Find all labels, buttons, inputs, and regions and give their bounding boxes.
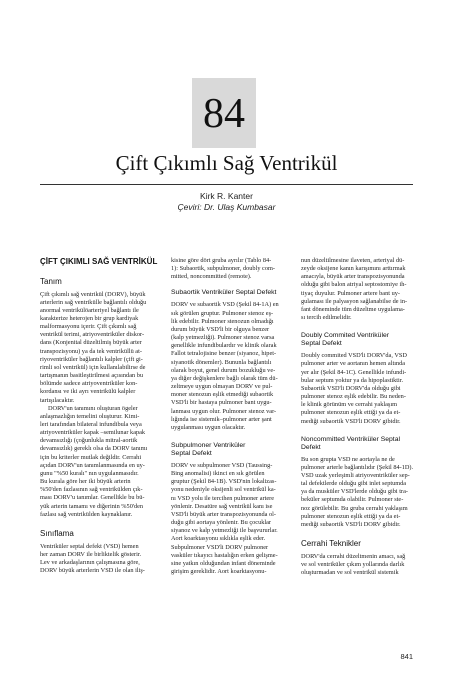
- paragraph: [40, 291, 158, 405]
- text-line: rimli sol ventrikül) için kullanılabilirse de: [40, 363, 146, 371]
- text-line: VSD uzak yerleşimli atriyoventriküler sep-: [301, 471, 410, 479]
- text-line: DORV büyük arterlerin VSD ile olan iliş-: [40, 567, 145, 575]
- text-line: lik edebilir. Pulmoner stenozun olmadığı: [171, 317, 274, 325]
- text-line: anlaşmazlığın temelini oluşturur. Kimi-: [40, 412, 140, 420]
- text-line: pulmoner arterle bağlantılıdır (Şekil 84-1D).: [301, 463, 414, 471]
- text-line: Bing anomalisi) ikinci en sık görülen: [171, 470, 265, 478]
- text-line: anormal ventrikülöarteriyel bağlantı ile: [40, 306, 139, 314]
- text-line: için bu kriterler mutlak değildir. Cerrahi: [40, 453, 142, 461]
- text-line: açıdan DORV'un tanımlanmasında en uy-: [40, 461, 145, 469]
- text-line: ventrikül terimi, atriyoventriküler diskor-: [40, 331, 145, 339]
- subsection-heading-noncommitted-line-2: Defekt: [301, 443, 321, 451]
- title-divider: [40, 184, 413, 185]
- subsection-heading-doubly-line-2: Septal Defekt: [301, 340, 342, 348]
- text-line: dans (Konjenital düzeltilmiş büyük arter: [40, 339, 142, 347]
- text-line: pulmoner stenozun eşlik ettiği ya da et-: [301, 512, 401, 520]
- page-number: 841: [400, 652, 413, 661]
- text-line: zeyde oksijene kanın karışımını arttırmak: [301, 265, 406, 273]
- text-line: DORV ve subpulmoner VSD (Taussing-: [171, 461, 273, 469]
- column-1: [40, 257, 158, 576]
- subsection-heading-subpulmoner-line-2: Septal Defekt: [171, 449, 212, 457]
- text-line: devamsızlık) gereklı olsa da DORV tanımı: [40, 445, 148, 453]
- text-line: atriyoventriküler kapak –semilunar kapak: [40, 429, 146, 437]
- chapter-number: 84: [203, 91, 245, 137]
- paragraph: [171, 257, 289, 281]
- text-line: Doubly commited VSD'li DORV'da, VSD: [301, 352, 407, 360]
- text-line: tal defektlerde olduğu gibi inlet septumda: [301, 480, 407, 488]
- text-line: her zaman DORV ile birliktelik gösterir.: [40, 551, 142, 559]
- text-line: DORV'da cerrahi düzeltmenin amacı, sağ: [301, 553, 406, 561]
- text-line: zeltmeye uygun olmayan DORV ve pul-: [171, 383, 273, 391]
- text-line: yük arterin tamamı ve diğerinin %50'den: [40, 502, 144, 510]
- text-line: fant döneminde tüm düzeltme uygulama-: [301, 305, 405, 313]
- text-line: leri tarafından bilateral infundibula veya: [40, 421, 142, 428]
- subsection-heading-cerrahi: Cerrahi Teknikler: [301, 539, 361, 549]
- column-3: [301, 257, 419, 578]
- column-2: [171, 257, 289, 576]
- text-line: %50'den fazlasının sağ ventrikülden çık-: [40, 486, 143, 494]
- text-line: lanması uygun olur. Pulmoner stenoz var-: [171, 407, 277, 415]
- text-line: olarak boyut, genel durum bozukluğu ve-: [171, 366, 276, 374]
- text-line: fazlası sağ ventrikülden kaynaklanır.: [40, 510, 133, 518]
- text-line: yer alır (Şekil 84-1C). Genellikle infundi-: [301, 368, 407, 376]
- text-line: ya da musküler VSD'lerde olduğu gibi tra-: [301, 488, 408, 496]
- text-line: beküler septumda olabilir. Pulmoner ste-: [301, 496, 404, 504]
- text-line: gruptur (Şekil 84-1B). VSD'nin lokalizas-: [171, 478, 277, 486]
- text-line: bölümde sadece atriyoventriküler kon-: [40, 380, 138, 388]
- text-line: gulaması ile palyasyon sağlanabilse de in-: [301, 297, 408, 305]
- section-heading: ÇİFT ÇIKIMLI SAĞ VENTRİKÜL: [40, 257, 158, 266]
- text-line: VSD'li bir hastaya pulmoner bant uygu-: [171, 399, 272, 407]
- text-line: le klinik görünüm ve cerrahi yaklaşım: [301, 401, 397, 409]
- subsection-heading-doubly: Doubly Commited Ventriküler: [301, 332, 390, 340]
- text-line: arterlerin sağ ventrikülle bağlantılı olduğu: [40, 298, 147, 306]
- text-line: yonu nedeniyle oksijenli sol ventrikül ka-: [171, 486, 276, 494]
- text-line: mitted, noncommitted (remote).: [171, 273, 252, 281]
- text-line: malformasyonu içerir. Çift çıkımlı sağ: [40, 323, 137, 331]
- text-line: noz görülebilir. Bu gruba cerrahi yaklaşım: [301, 504, 408, 512]
- subsection-heading-subaortik: Subaortik Ventriküler Septal Defekt: [171, 289, 277, 297]
- subsection-heading-tanim: Tanım: [40, 276, 62, 286]
- text-line: pulmoner stenoz eşlik edebilir. Bu neden-: [301, 393, 406, 401]
- text-line: kisine göre dört gruba ayrılır (Tablo 84-: [171, 257, 272, 264]
- text-line: tiyaç duyulur. Pulmoner artere bant uy-: [301, 289, 400, 297]
- paragraph: [40, 543, 158, 576]
- text-line: Çift çıkımlı sağ ventrikül (DORV), büyük: [40, 290, 146, 298]
- text-line: VSD'li büyük arter transpozisyonunda ol-: [171, 510, 277, 518]
- text-line: siyanoz ve kalp yetmezliği ile başvururlar.: [171, 527, 278, 535]
- text-line: nı VSD yolu ile tercihen pulmoner artere: [171, 494, 275, 502]
- text-line: karakterize heterojen bir grup kardiyak: [40, 314, 139, 322]
- text-line: moner stenozun eşlik etmediği subaortik: [171, 391, 274, 399]
- text-line: vasküler tıkayıcı hastalığın erken gelişme-: [171, 551, 278, 559]
- text-line: DORV ve subaortik VSD (Şekil 84-1A) en: [171, 301, 279, 309]
- text-line: Subaortik VSD'li DORV'da olduğu gibi: [301, 384, 401, 392]
- text-line: mediği subaortik VSD'li DORV gibidir.: [301, 520, 401, 528]
- text-line: sine yatkın olduğundan infant döneminde: [171, 559, 276, 567]
- text-line: Aort koarktasyonu sıklıkla eşlik eder.: [171, 535, 266, 543]
- text-line: lığında ise sistemik–pulmoner arter şant: [171, 415, 272, 423]
- text-line: olduğu gibi balon atriyal septostomiye ih-: [301, 281, 407, 289]
- text-line: Ventriküler septal defekt (VSD) hemen: [40, 542, 139, 550]
- subsection-heading-siniflama: Sınıflama: [40, 528, 74, 538]
- text-line: pulmoner arter ve aortanın hemen altında: [301, 360, 406, 368]
- text-line: uygulanması uygun olacaktır.: [171, 423, 246, 431]
- text-line: siyanotik dönemler). Bununla bağlantılı: [171, 358, 272, 366]
- text-line: bular septum yoktur ya da hipoplastiktir.: [301, 376, 404, 384]
- text-line: transpozisyonu) ya da tek ventriküllü at-: [40, 347, 142, 355]
- translator: Çeviri: Dr. Ulaş Kumbasar: [177, 202, 276, 212]
- text-line: girişim gereklidir. Aort koarktasyonu-: [171, 568, 267, 575]
- text-line: (kalp yetmezliği). Pulmoner stenoz varsa: [171, 334, 275, 342]
- text-line: 1): Subaortik, subpulmoner, doubly com-: [171, 265, 275, 273]
- text-line: duğu gibi aortaya yönlenir. Bu çocuklar: [171, 519, 272, 527]
- text-line: DORV'un tanımını oluşturan ögeler: [48, 404, 138, 412]
- text-line: kordansı ve iki ayrı ventrikülü kalpler: [40, 388, 136, 396]
- text-line: ve sol ventriküler çıkım yollarında darlık: [301, 561, 405, 569]
- text-line: Fallot tetralojisine benzer (siyanoz, hipet-: [171, 350, 277, 358]
- text-line: gunu "%50 kuralı" nın uygulanmasıdır.: [40, 469, 139, 477]
- text-line: nun düzeltilmesine ilaveten, arteriyal dü-: [301, 257, 405, 264]
- text-line: pulmoner stenozun eşlik ettiği ya da et-: [301, 409, 401, 417]
- subsection-heading-noncommitted: Noncommitted Ventriküler Septal: [301, 435, 400, 443]
- text-line: yönlenir. Desatüre sağ ventrikül kanı ise: [171, 502, 273, 510]
- text-line: tartışılacaktır.: [40, 396, 75, 404]
- text-line: Bu son grupta VSD ne aortayla ne de: [301, 455, 395, 463]
- text-line: devamsızlığı (çoğunlukla mitral-aortik: [40, 437, 138, 445]
- paragraph: [301, 352, 419, 425]
- text-line: genellikle infundibulardır ve klinik olarak: [171, 342, 277, 350]
- text-line: tartışmanın basitleştirilmesi açısından bu: [40, 372, 144, 380]
- text-line: oluşturmadan ve sol ventrikül sistemik: [301, 569, 399, 577]
- text-line: ya diğer değişkenlere bağlı olarak tüm dü-: [171, 374, 278, 382]
- paragraph: [301, 456, 419, 529]
- text-line: amacıyla, büyük arter transpozisyonunda: [301, 273, 405, 281]
- text-line: sı tercih edilmelidir.: [301, 314, 352, 322]
- text-line: ması DORV'u tanımlar. Genellikle bu bü-: [40, 494, 145, 502]
- paragraph: [171, 301, 289, 432]
- text-line: durum büyük VSD'li bir olguya benzer: [171, 325, 270, 333]
- text-line: Subpulmoner VSD'li DORV pulmoner: [171, 543, 269, 551]
- subsection-heading-subpulmoner: Subpulmoner Ventriküler: [171, 441, 246, 449]
- paragraph: [301, 553, 419, 577]
- paragraph: [171, 462, 289, 576]
- text-line: riyoventriküler bağlantılı kalpler (çift gi-: [40, 355, 143, 363]
- text-line: mediği subaortik VSD'li DORV gibidir.: [301, 417, 401, 425]
- text-line: Lev ve arkadaşlarının çalışmasına göre,: [40, 559, 140, 567]
- paragraph: [40, 405, 158, 519]
- paragraph: [301, 257, 419, 322]
- chapter-title: Çift Çıkımlı Sağ Ventrikül: [115, 151, 338, 175]
- text-line: sık görülen gruptur. Pulmoner stenoz eş-: [171, 309, 274, 317]
- author: Kirk R. Kanter: [200, 191, 253, 201]
- text-line: Bu kurala göre her iki büyük arterin: [40, 478, 131, 486]
